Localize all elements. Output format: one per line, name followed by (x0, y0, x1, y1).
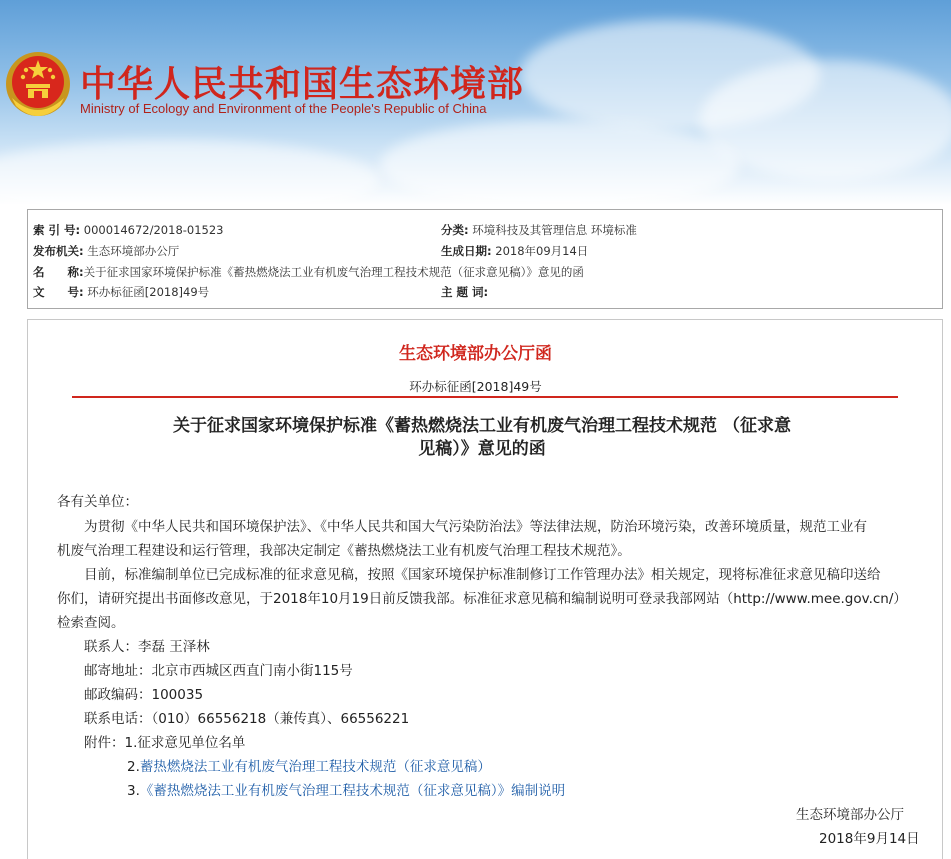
attachment-2: 2.蓄热燃烧法工业有机废气治理工程技术规范（征求意见稿） (127, 759, 491, 775)
attachment-3-link[interactable]: 《蓄热燃烧法工业有机废气治理工程技术规范（征求意见稿）》编制说明 (139, 783, 566, 799)
cloud-decoration (0, 140, 380, 205)
contact-person: 联系人：李磊 王泽林 (84, 639, 210, 655)
header-banner (0, 0, 951, 205)
site-subtitle: Ministry of Ecology and Environment of the People's Republic of China (80, 101, 487, 116)
national-emblem-icon (4, 48, 72, 120)
postal-code: 邮政编码：100035 (84, 687, 204, 703)
meta-docno: 文 号: 环办标征函[2018]49号 (33, 285, 210, 299)
meta-issuer: 发布机关: 生态环境部办公厅 (33, 244, 180, 258)
attachment-3: 3.《蓄热燃烧法工业有机废气治理工程技术规范（征求意见稿）》编制说明 (127, 783, 566, 799)
paragraph-2-line-3: 检索查阅。 (57, 615, 125, 631)
meta-name: 名 称:关于征求国家环境保护标准《蓄热燃烧法工业有机废气治理工程技术规范（征求意见稿）》意见的函 (33, 265, 584, 279)
meta-keywords: 主 题 词: (441, 285, 489, 299)
signature: 生态环境部办公厅 (796, 807, 904, 823)
mail-address: 邮寄地址：北京市西城区西直门南小街115号 (84, 663, 353, 679)
document-number: 环办标征函[2018]49号 (409, 379, 542, 394)
meta-index: 索 引 号: 000014672/2018-01523 (33, 223, 224, 237)
paragraph-1-line-1: 为贯彻《中华人民共和国环境保护法》、《中华人民共和国大气污染防治法》等法律法规，防治环境污染，改善环境质量，规范工业有 (84, 519, 867, 535)
issuing-office: 生态环境部办公厅函 (399, 344, 552, 364)
signature-date: 2018年9月14日 (819, 831, 920, 847)
paragraph-2-line-2: 你们，请研究提出书面修改意见，于2018年10月19日前反馈我部。标准征求意见稿和编制说明可登录我部网站（http://www.mee.gov.cn/） (57, 591, 907, 607)
cloud-decoration (380, 120, 740, 205)
salutation: 各有关单位： (57, 494, 138, 510)
meta-date: 生成日期: 2018年09月14日 (441, 244, 589, 258)
attachment-2-link[interactable]: 蓄热燃烧法工业有机废气治理工程技术规范（征求意见稿） (139, 759, 491, 775)
paragraph-2-line-1: 目前，标准编制单位已完成标准的征求意见稿，按照《国家环境保护标准制修订工作管理办法》相关规定，现将标准征求意见稿印送给 (84, 567, 881, 583)
site-title: 中华人民共和国生态环境部 (80, 64, 525, 105)
red-divider (72, 396, 898, 398)
meta-category: 分类: 环境科技及其管理信息 环境标准 (441, 223, 637, 237)
contact-phone: 联系电话：（010）66556218（兼传真）、66556221 (84, 711, 410, 727)
attachment-1: 附件：1.征求意见单位名单 (84, 735, 246, 751)
document-title: 关于征求国家环境保护标准《蓄热燃烧法工业有机废气治理工程技术规范 （征求意 见稿）》意见的函 (173, 416, 791, 459)
paragraph-1-line-2: 机废气治理工程建设和运行管理，我部决定制定《蓄热燃烧法工业有机废气治理工程技术规范》。 (57, 543, 631, 559)
